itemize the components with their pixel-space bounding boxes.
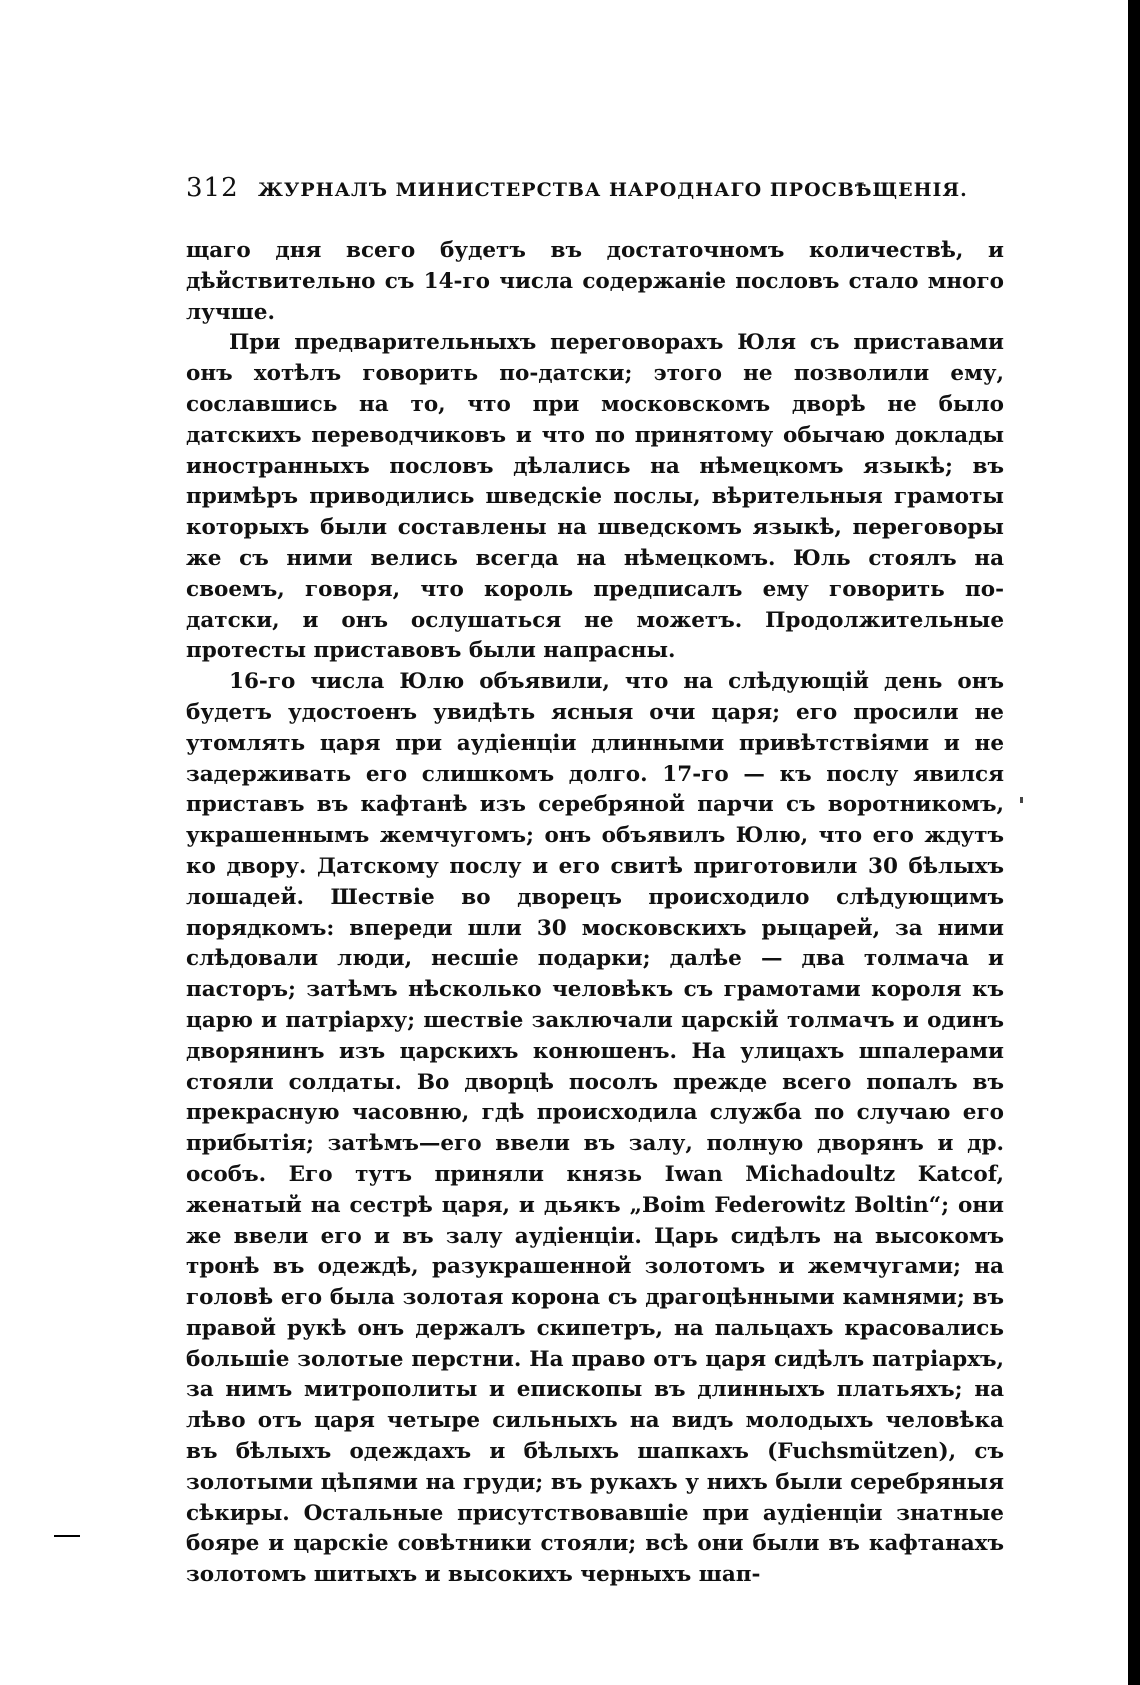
page-header [186,173,1004,213]
paragraph-continuation: щаго дня всего будетъ въ достаточномъ количествѣ, и дѣйствительно съ 14-го числа содержаніе пословъ стало много лучше. [186,238,1004,325]
scan-edge-border [1128,0,1140,1685]
page-number: 312 [186,173,239,203]
running-title: ЖУРНАЛЪ МИНИСТЕРСТВА НАРОДНАГО ПРОСВѢЩЕНІЯ. [258,179,968,201]
body-text [186,236,1004,1591]
margin-dash-mark [54,1535,80,1537]
paragraph-audience: 16-го числа Юлю объявили, что на слѣдующій день онъ будетъ удостоенъ увидѣть ясныя очи царя; его просили не утомлять царя при аудіенціи длинными привѣтствіями и не задерживать его слишкомъ долго. 17-го — къ послу явился приставъ въ кафтанѣ изъ серебряной парчи съ воротникомъ, украшеннымъ жемчугомъ; онъ объявилъ Юлю, что его ждутъ ко двору. Датскому послу и его свитѣ приготовили 30 бѣлыхъ лошадей. Шествіе во дворецъ происходило слѣдующимъ порядкомъ: впереди шли 30 московскихъ рыцарей, за ними слѣдовали люди, несшіе подарки; далѣе — два толмача и пасторъ; затѣмъ нѣсколько человѣкъ съ грамотами короля къ царю и патріарху; шествіе заключали царскій толмачъ и одинъ дворянинъ изъ царскихъ конюшенъ. На улицахъ шпалерами стояли солдаты. Во дворцѣ посолъ прежде всего попалъ въ прекрасную часовню, гдѣ происходила служба по случаю его прибытія; затѣмъ—его ввели въ залу, полную дворянъ и др. особъ. Его тутъ приняли князь Iwan Michadoultz Katcof, женатый на сестрѣ царя, и дьякъ „Boim Federowitz Boltin“; они же ввели его и въ залу аудіенціи. Царь сидѣлъ на высокомъ тронѣ въ одеждѣ, разукрашенной золотомъ и жемчугами; на головѣ его была золотая корона съ драгоцѣнными камнями; въ правой рукѣ онъ держалъ скипетръ, на пальцахъ красовались большіе золотые перстни. На право отъ царя сидѣлъ патріархъ, за нимъ митрополиты и епископы въ длинныхъ платьяхъ; на лѣво отъ царя четыре сильныхъ на видъ молодыхъ человѣка въ бѣлыхъ одеждахъ и бѣлыхъ шапкахъ (Fuchsmützen), съ золотыми цѣпями на груди; въ рукахъ у нихъ были серебряныя сѣкиры. Остальные присутствовавшіе при аудіенціи знатные бояре и царскіе совѣтники стояли; всѣ они были въ кафтанахъ золотомъ шитыхъ и высокихъ черныхъ шап- [186,669,1004,1588]
margin-tick-mark [1020,797,1023,803]
paragraph-negotiations: При предварительныхъ переговорахъ Юля съ приставами онъ хотѣлъ говорить по-датски; этого не позволили ему, сославшись на то, что при московскомъ дворѣ не было датскихъ переводчиковъ и что по принятому обычаю доклады иностранныхъ пословъ дѣлались на нѣмецкомъ языкѣ; въ примѣръ приводились шведскіе послы, вѣрительныя грамоты которыхъ были составлены на шведскомъ языкѣ, переговоры же съ ними велись всегда на нѣмецкомъ. Юль стоялъ на своемъ, говоря, что король предписалъ ему говорить по-датски, и онъ ослушаться не можетъ. Продолжительные протесты приставовъ были напрасны. [186,330,1004,664]
